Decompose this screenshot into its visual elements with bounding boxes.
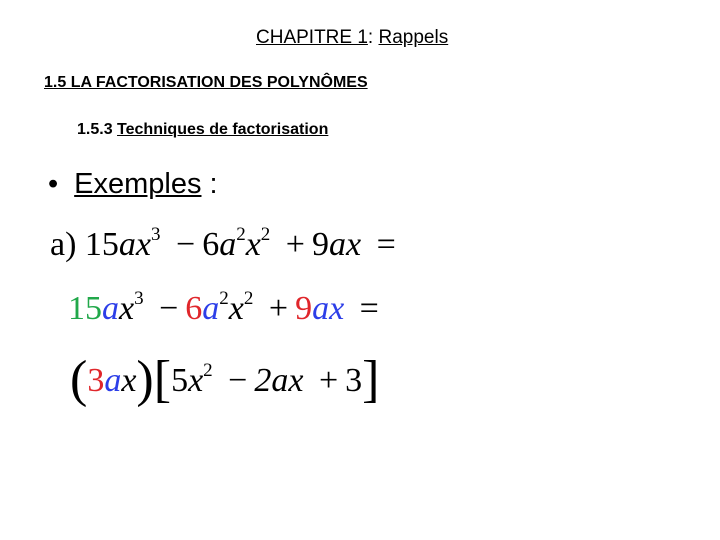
bracket-term-var: x <box>188 362 204 399</box>
term-exp: 3 <box>151 224 161 245</box>
section-title: 1.5 LA FACTORISATION DES POLYNÔMES <box>44 74 368 91</box>
colored-gcf-expression <box>68 290 386 328</box>
gcf-part: a <box>102 290 119 327</box>
gcf-var-x: x <box>121 362 137 399</box>
open-paren: ( <box>70 351 88 408</box>
term-coef-1: 15 <box>84 226 119 263</box>
example-a-prefix: a) <box>50 226 77 263</box>
examples-colon: : <box>209 168 218 200</box>
section-heading <box>44 74 368 92</box>
term-coef-3: 9 <box>311 226 329 263</box>
close-paren: ) <box>136 351 154 408</box>
gcf-var-a: a <box>104 362 122 399</box>
term-coef-2: 6 <box>202 226 220 263</box>
gcf-part: 9 <box>295 290 313 327</box>
plus-sign: + <box>268 290 289 327</box>
term-var-x: x <box>245 226 261 263</box>
subsection-heading <box>77 121 328 139</box>
close-bracket: ] <box>362 351 380 408</box>
examples-label: Exemples <box>74 168 202 200</box>
bracket-term-coef: 5 <box>171 362 189 399</box>
equals-sign: = <box>376 226 396 263</box>
bullet-examples <box>48 168 218 201</box>
chapter-separator: : <box>367 27 374 48</box>
gcf-part: ax <box>312 290 345 327</box>
term-exp: 2 <box>219 288 229 309</box>
term-exp: 2 <box>243 288 254 309</box>
term-var-ax: ax <box>328 226 362 263</box>
term-var-a: a <box>118 226 136 263</box>
minus-sign: − <box>176 226 196 263</box>
bracket-term-2ax: 2ax <box>254 362 304 399</box>
equals-sign: = <box>359 290 379 327</box>
gcf-part: 15 <box>68 290 102 327</box>
open-bracket: [ <box>153 351 172 408</box>
gcf-part: a <box>202 290 220 327</box>
bracket-term-const: 3 <box>345 362 363 399</box>
term-var-a: a <box>219 226 237 263</box>
term-exp: 2 <box>260 224 271 245</box>
bracket-term-exp: 2 <box>203 360 213 381</box>
minus-sign: − <box>228 362 248 399</box>
gcf-coef: 3 <box>87 362 105 399</box>
bullet-icon: • <box>48 168 59 200</box>
term-var-x: x <box>228 290 244 327</box>
example-a-expression <box>50 226 403 264</box>
subsection-number: 1.5.3 <box>77 121 113 138</box>
subsection-title: Techniques de factorisation <box>117 121 329 138</box>
plus-sign: + <box>285 226 305 263</box>
term-exp: 3 <box>134 288 144 309</box>
factored-expression <box>70 345 380 408</box>
plus-sign: + <box>318 362 339 399</box>
term-var-x: x <box>119 290 135 327</box>
term-var-x: x <box>135 226 152 263</box>
chapter-heading <box>256 27 448 49</box>
minus-sign: − <box>159 290 179 327</box>
chapter-title: Rappels <box>378 27 449 48</box>
term-exp: 2 <box>236 224 246 245</box>
chapter-label: CHAPITRE 1 <box>256 27 368 48</box>
gcf-part: 6 <box>185 290 203 327</box>
